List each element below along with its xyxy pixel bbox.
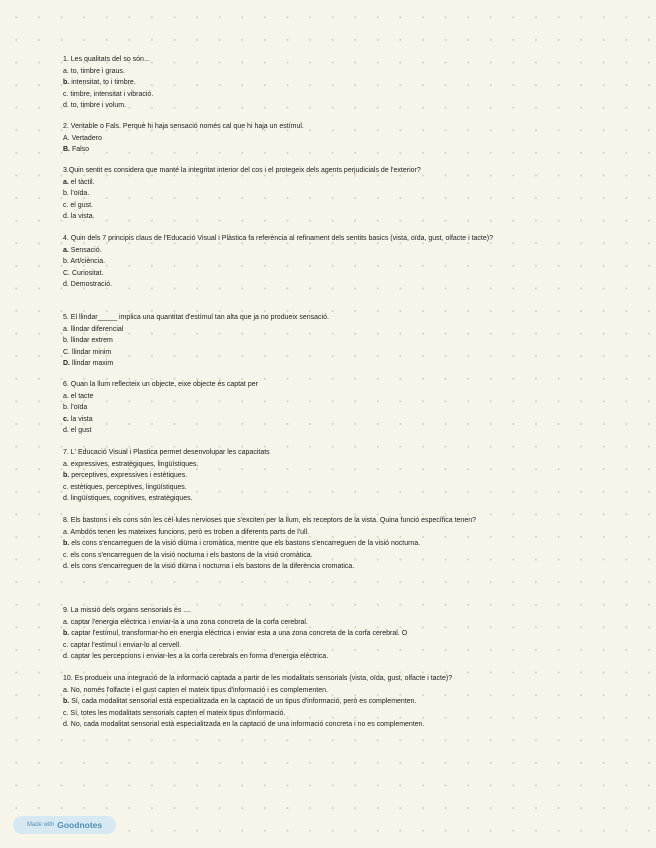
option-text: captar l'estímul i enviar-lo al cervell. bbox=[70, 641, 182, 649]
option-text: Demostració. bbox=[70, 281, 113, 289]
option-letter: d. bbox=[63, 721, 69, 729]
option-text: Curiositat. bbox=[71, 269, 104, 277]
question-stem: 10. Es produeix una integració de la informació captada a partir de les modalitats sensorials (vista, oïda, gust, olfacte i tacte)? bbox=[63, 675, 453, 682]
option-text: No, només l'olfacte i el gust capten el mateix tipus d'informació i es complementen. bbox=[70, 686, 328, 694]
option-text: Falso bbox=[71, 146, 90, 154]
option-text: el tàctil. bbox=[70, 178, 95, 186]
answer-option bbox=[63, 391, 563, 403]
option-text: la vista bbox=[70, 415, 93, 423]
question-block bbox=[63, 121, 563, 156]
badge-prefix: Made with bbox=[26, 822, 55, 828]
option-letter: c. bbox=[63, 551, 69, 559]
answer-option bbox=[63, 425, 563, 437]
question-stem: 7. L' Educació Visual i Plastica permet desenvolupar les capacitats bbox=[63, 449, 270, 456]
option-letter: d. bbox=[63, 213, 69, 221]
option-letter: b. bbox=[63, 630, 70, 638]
option-text: els cons s'encarreguen de la visió diürna i cromàtica, mentre que els bastons s'encarreguen de la visió nocturna. bbox=[71, 540, 421, 548]
answer-option bbox=[63, 144, 563, 156]
question-block bbox=[63, 673, 563, 731]
option-letter: c. bbox=[63, 709, 69, 717]
option-letter: b. bbox=[63, 404, 69, 412]
option-text: Sí, cada modalitat sensorial està especialitzada en la captació de un tipus d'informació, però es complementen. bbox=[71, 698, 417, 706]
option-letter: b. bbox=[63, 698, 70, 706]
answer-option bbox=[63, 414, 563, 426]
answer-option bbox=[63, 256, 563, 268]
answer-option bbox=[63, 617, 563, 629]
option-text: captar l'estímul, transformar-ho en energia elèctrica i enviar esta a una zona concreta de la corfa cerebral. O bbox=[71, 630, 408, 638]
option-letter: C. bbox=[63, 269, 70, 277]
question-block bbox=[63, 54, 563, 112]
answer-option bbox=[63, 708, 563, 720]
option-text: lingüístiques, cognitives, estratègiques. bbox=[70, 495, 193, 503]
option-letter: b. bbox=[63, 540, 70, 548]
option-text: el gust. bbox=[70, 201, 93, 209]
option-letter: d. bbox=[63, 281, 69, 289]
answer-option bbox=[63, 527, 563, 539]
option-text: perceptives, expressives i estètiques. bbox=[71, 472, 188, 480]
option-text: llindar diferencial bbox=[70, 325, 124, 333]
option-text: llindar extrem bbox=[70, 337, 113, 345]
answer-option bbox=[63, 685, 563, 697]
question-stem: 6. Quan la llum reflecteix un objecte, eixe objecte és captat per bbox=[63, 381, 258, 388]
answer-option bbox=[63, 188, 563, 200]
option-letter: b. bbox=[63, 472, 70, 480]
question-block bbox=[63, 447, 563, 505]
answer-option bbox=[63, 561, 563, 573]
option-letter: a. bbox=[63, 178, 69, 186]
option-text: Art/ciència. bbox=[70, 258, 106, 266]
answer-option bbox=[63, 719, 563, 731]
question-stem: 1. Les qualitats del so són... bbox=[63, 56, 150, 63]
option-text: Ambdós tenen les mateixes funcions, però es troben a diferents parts de l'ull. bbox=[70, 528, 310, 536]
option-letter: b. bbox=[63, 190, 69, 198]
option-text: to, timbre i volum. bbox=[70, 102, 127, 110]
answer-option bbox=[63, 696, 563, 708]
answer-option bbox=[63, 628, 563, 640]
answer-option bbox=[63, 177, 563, 189]
question-stem: 4. Quin dels 7 principis claus de l'Educació Visual i Plàstica fa referència al refinament dels sentits basics (vista, oïda, gust, olfacte i tacte)? bbox=[63, 235, 493, 242]
option-text: to, timbre i graus. bbox=[70, 67, 125, 75]
option-letter: a. bbox=[63, 67, 69, 75]
option-text: expressives, estratègiques, lingüístiques. bbox=[70, 460, 199, 468]
answer-option bbox=[63, 493, 563, 505]
option-text: els cons s'encarreguen de la visió diürna i nocturna i els bastons de la diferència cromatica. bbox=[70, 563, 355, 571]
option-letter: c. bbox=[63, 415, 69, 423]
option-text: llindar maxim bbox=[71, 360, 114, 368]
answer-option bbox=[63, 324, 563, 336]
answer-option bbox=[63, 77, 563, 89]
option-text: Sensació. bbox=[70, 246, 102, 254]
answer-option bbox=[63, 211, 563, 223]
option-text: timbre, intensitat i vibració. bbox=[70, 90, 154, 98]
option-text: llindar minim bbox=[71, 348, 112, 356]
answer-option bbox=[63, 200, 563, 212]
question-block bbox=[63, 233, 563, 291]
question-block bbox=[63, 515, 563, 573]
option-text: l'oïda bbox=[70, 404, 88, 412]
option-letter: a. bbox=[63, 246, 69, 254]
option-text: la vista. bbox=[70, 213, 95, 221]
option-letter: A. bbox=[63, 134, 70, 142]
option-text: intensitat, to i timbre. bbox=[71, 79, 136, 87]
option-letter: d. bbox=[63, 102, 69, 110]
answer-option bbox=[63, 402, 563, 414]
option-letter: d. bbox=[63, 495, 69, 503]
option-text: No, cada modalitat sensorial està especialitzada en la captació de una informació concreta i no es complementen. bbox=[70, 721, 425, 729]
answer-option bbox=[63, 470, 563, 482]
option-text: estètiques, perceptives, lingüístiques. bbox=[70, 483, 187, 491]
question-block bbox=[63, 165, 563, 223]
option-letter: a. bbox=[63, 460, 69, 468]
option-letter: c. bbox=[63, 201, 69, 209]
answer-option bbox=[63, 133, 563, 145]
question-stem: 9. La missió dels organs sensorials és .... bbox=[63, 607, 192, 614]
option-letter: b. bbox=[63, 79, 70, 87]
answer-option bbox=[63, 100, 563, 112]
option-letter: b. bbox=[63, 337, 69, 345]
option-text: Sí, totes les modalitats sensorials capten el mateix tipus d'informació. bbox=[70, 709, 286, 717]
option-text: l'oïda. bbox=[70, 190, 90, 198]
option-letter: a. bbox=[63, 528, 69, 536]
option-text: el gust bbox=[70, 427, 92, 435]
question-block bbox=[63, 605, 563, 663]
answer-option bbox=[63, 335, 563, 347]
option-letter: c. bbox=[63, 90, 69, 98]
option-letter: C. bbox=[63, 348, 70, 356]
option-letter: c. bbox=[63, 641, 69, 649]
option-letter: a. bbox=[63, 392, 69, 400]
question-block bbox=[63, 312, 563, 370]
option-letter: b. bbox=[63, 258, 69, 266]
answer-option bbox=[63, 482, 563, 494]
option-text: el tacte bbox=[70, 392, 94, 400]
option-letter: c. bbox=[63, 483, 69, 491]
answer-option bbox=[63, 640, 563, 652]
answer-option bbox=[63, 279, 563, 291]
option-letter: D. bbox=[63, 360, 70, 368]
answer-option bbox=[63, 347, 563, 359]
question-block bbox=[63, 379, 563, 437]
option-letter: B. bbox=[63, 146, 70, 154]
answer-option bbox=[63, 538, 563, 550]
answer-option bbox=[63, 459, 563, 471]
question-stem: 8. Els bastons i els cons són les cèl·lules nervioses que s'exciten per la llum, els receptors de la vista. Quina funció específica tenen? bbox=[63, 517, 476, 524]
question-stem: 3.Quin sentit es considera que manté la integritat interior del cos i el protegeix dels agents perjudicials de l'exterior? bbox=[63, 167, 421, 174]
option-letter: a. bbox=[63, 325, 69, 333]
option-text: els cons s'encarreguen de la visió nocturna i els bastons de la visió cromàtica. bbox=[70, 551, 313, 559]
answer-option bbox=[63, 358, 563, 370]
option-letter: a. bbox=[63, 686, 69, 694]
question-stem: 5. El llindar_____ implica una quantitat d'estímul tan alta que ja no produeix sensació. bbox=[63, 314, 329, 321]
badge-brand: Goodnotes bbox=[57, 820, 103, 830]
question-stem: 2. Veritable o Fals. Perquè hi haja sensació només cal que hi haja un estímul. bbox=[63, 123, 304, 130]
answer-option bbox=[63, 268, 563, 280]
answer-option bbox=[63, 66, 563, 78]
option-letter: d. bbox=[63, 427, 69, 435]
answer-option bbox=[63, 550, 563, 562]
option-text: captar les percepcions i enviar-les a la corfa cerebrals en forma d'energia elèctrica. bbox=[70, 653, 329, 661]
option-text: captar l'energia elèctrica i enviar-la a una zona concreta de la corfa cerebral. bbox=[70, 618, 308, 626]
option-letter: d. bbox=[63, 563, 69, 571]
answer-option bbox=[63, 651, 563, 663]
made-with-goodnotes-badge[interactable] bbox=[13, 816, 116, 834]
option-letter: a. bbox=[63, 618, 69, 626]
option-text: Vertadero bbox=[71, 134, 102, 142]
answer-option bbox=[63, 245, 563, 257]
answer-option bbox=[63, 89, 563, 101]
option-letter: d. bbox=[63, 653, 69, 661]
